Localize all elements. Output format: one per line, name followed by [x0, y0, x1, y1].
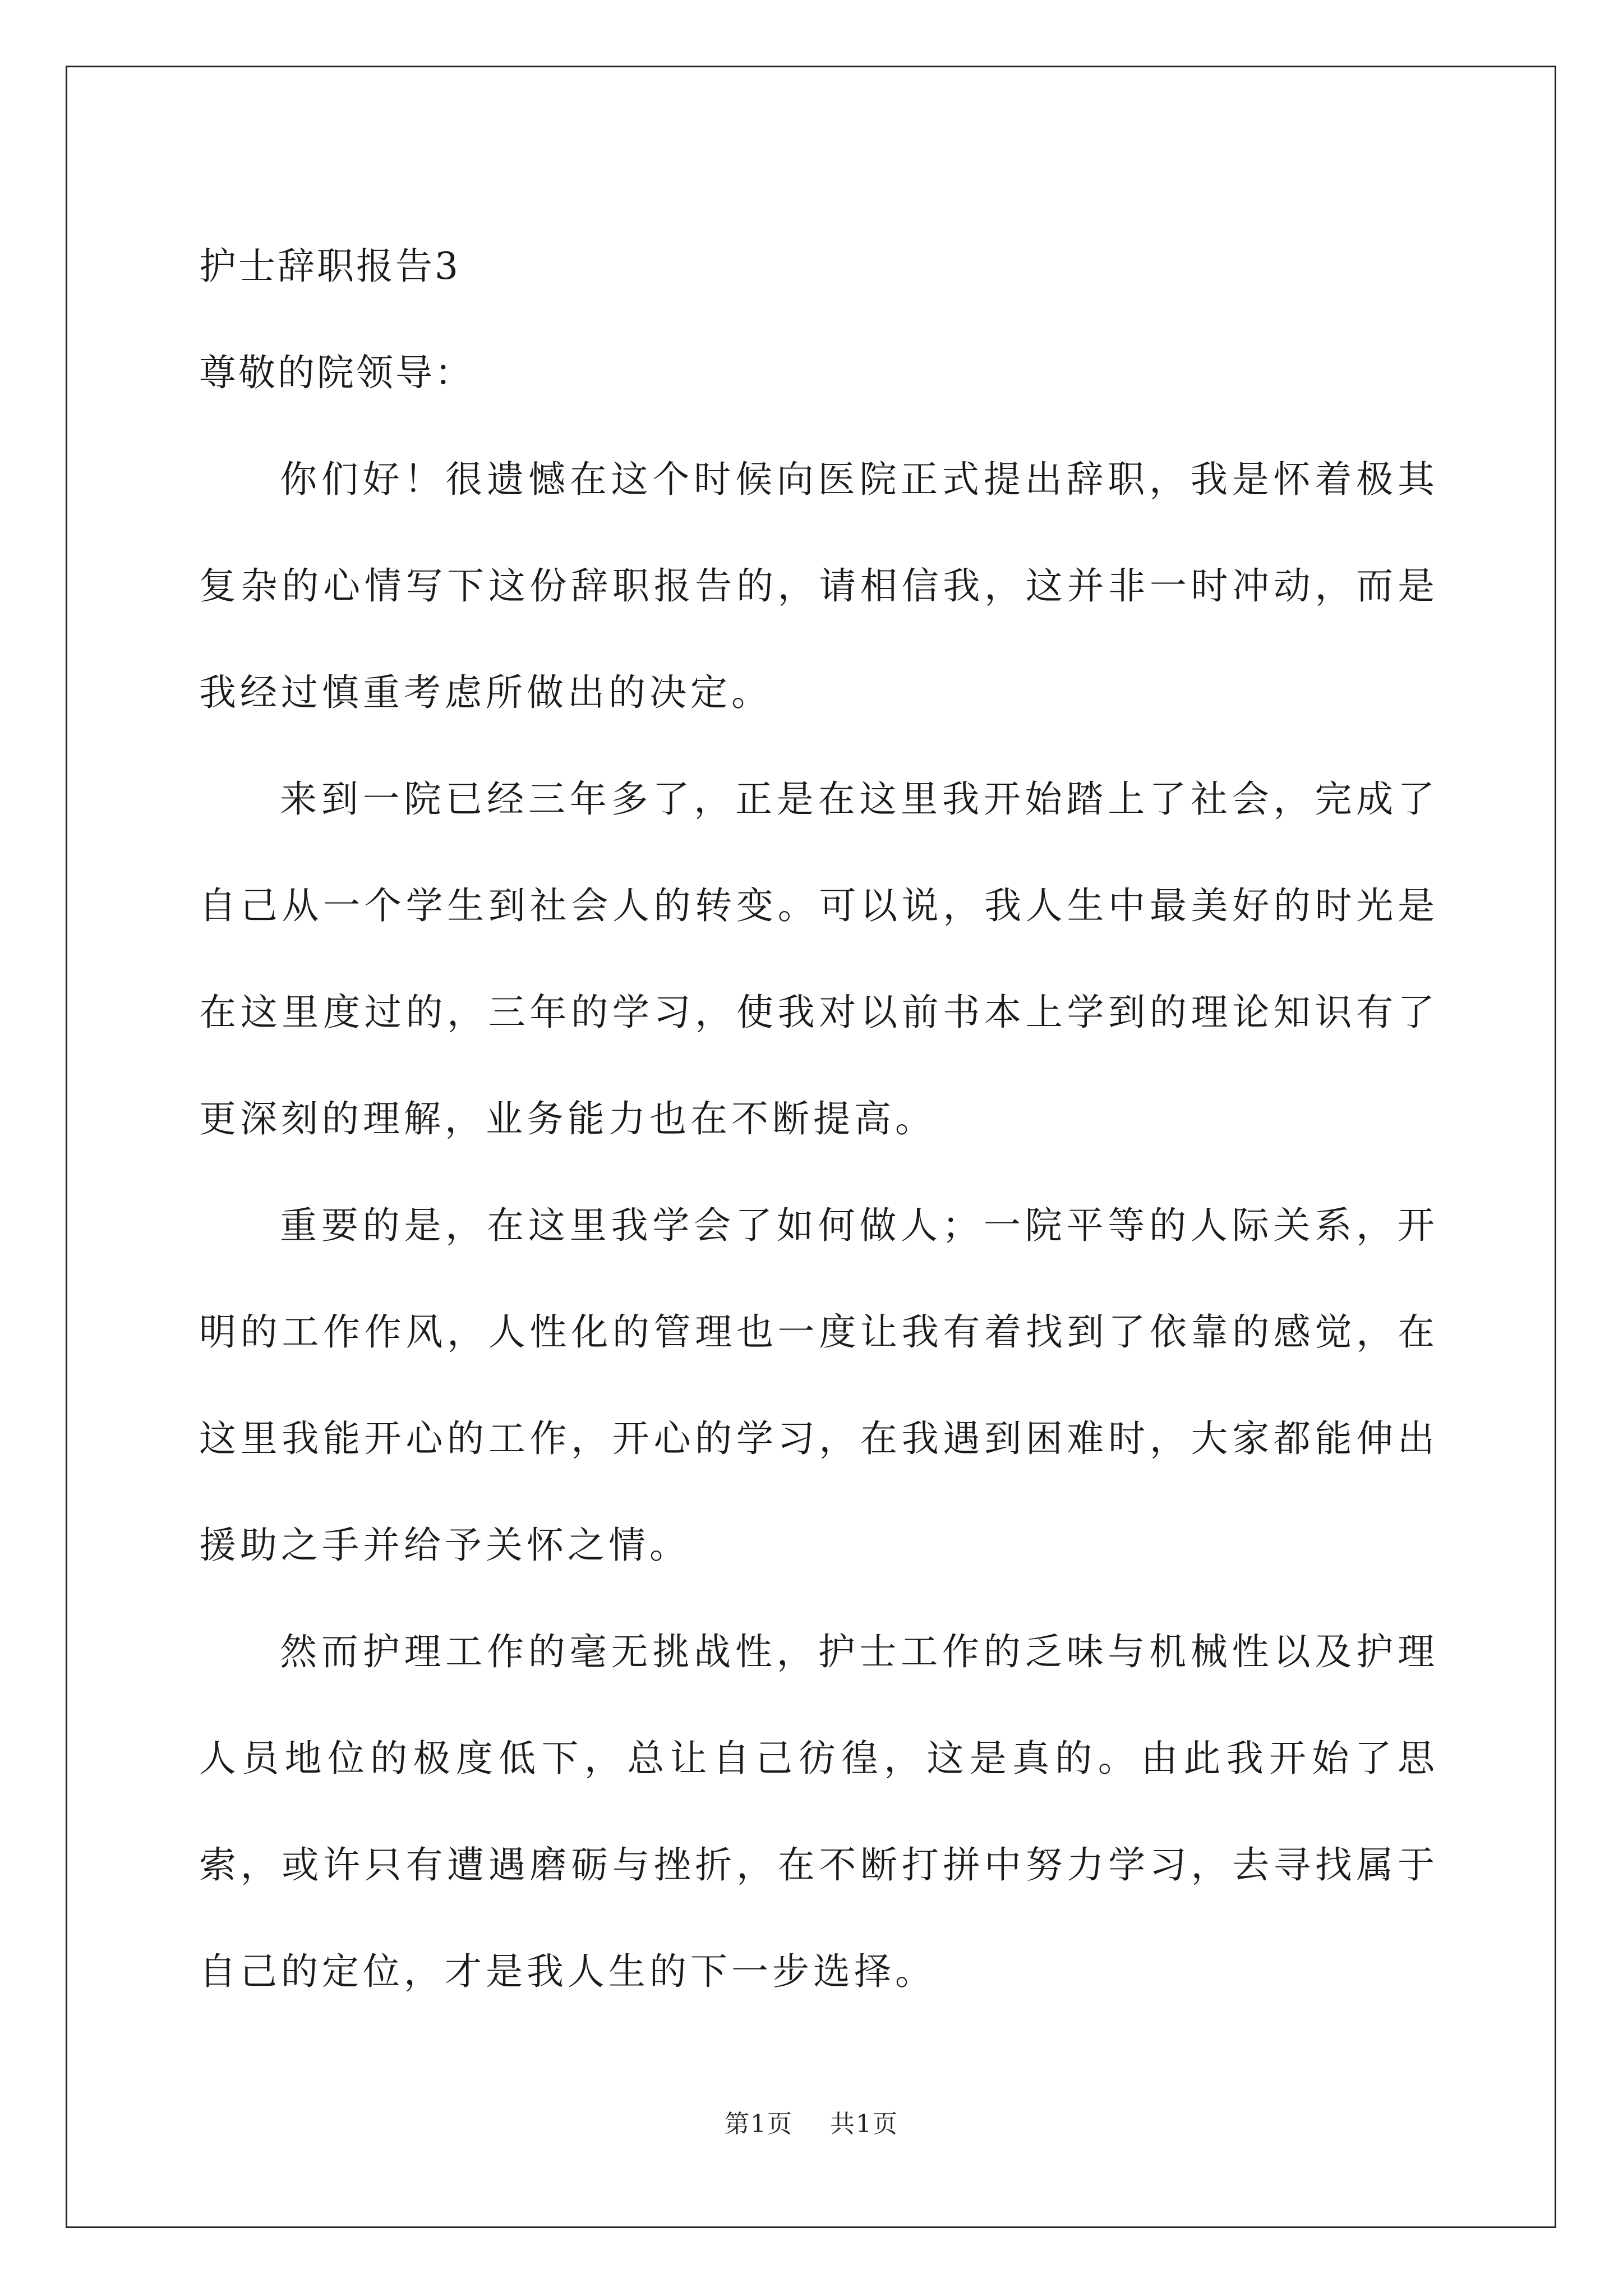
paragraph-4: 然而护理工作的毫无挑战性，护士工作的乏味与机械性以及护理人员地位的极度低下，总让自己彷徨，这是真的。由此我开始了思索，或许只有遭遇磨砺与挫折，在不断打拼中努力学习，去寻找属于自己的定位，才是我人生的下一步选择。 [199, 1630, 1438, 1993]
paragraph-2: 来到一院已经三年多了，正是在这里我开始踏上了社会，完成了自己从一个学生到社会人的转变。可以说，我人生中最美好的时光是在这里度过的，三年的学习，使我对以前书本上学到的理论知识有了更深刻的理解，业务能力也在不断提高。 [199, 777, 1438, 1140]
paragraph-1: 你们好！很遗憾在这个时候向医院正式提出辞职，我是怀着极其复杂的心情写下这份辞职报告的，请相信我，这并非一时冲动，而是我经过慎重考虑所做出的决定。 [199, 458, 1438, 714]
paragraph-3: 重要的是，在这里我学会了如何做人；一院平等的人际关系，开明的工作作风，人性化的管理也一度让我有着找到了依靠的感觉，在这里我能开心的工作，开心的学习，在我遇到困难时，大家都能伸出援助之手并给予关怀之情。 [199, 1204, 1438, 1567]
document-title: 护士辞职报告3 [199, 245, 460, 288]
page-footer [0, 2104, 1623, 2139]
document-body [199, 213, 1438, 2025]
page-number-current: 第1页 [725, 2110, 793, 2138]
salutation: 尊敬的院领导： [199, 351, 474, 394]
page-number-total: 共1页 [830, 2110, 898, 2138]
